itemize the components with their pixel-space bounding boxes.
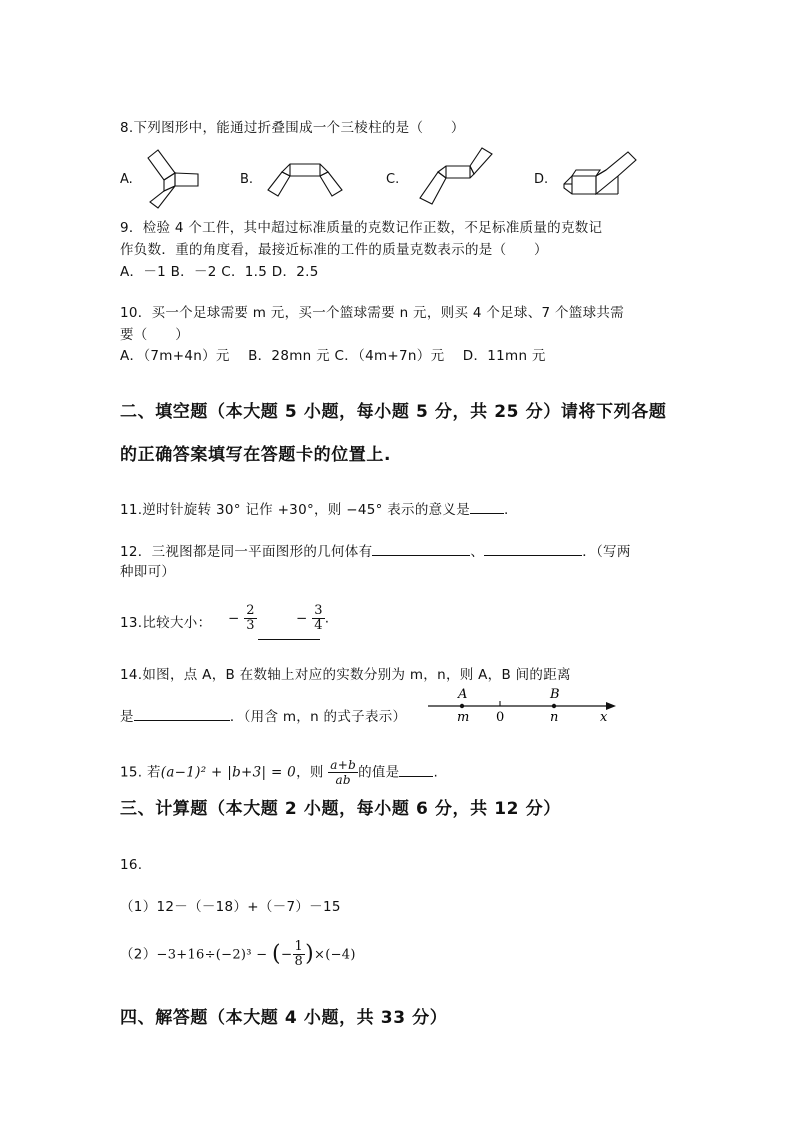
q8-figure-b: [262, 152, 348, 200]
q14-label-b: B: [550, 687, 560, 702]
q13-a-den: 3: [246, 618, 255, 633]
q12-answer-blank-1[interactable]: [372, 541, 470, 556]
q12-answer-blank-2[interactable]: [484, 541, 582, 556]
q8-text: 8.下列图形中，能通过折叠围成一个三棱柱的是（ ）: [120, 120, 465, 136]
q14-text-a: 是: [120, 709, 134, 725]
q15-end: .: [433, 764, 439, 781]
q12-line2: 种即可）: [120, 564, 176, 580]
q16-paren-close: ): [305, 941, 315, 967]
q11-text: 11.逆时针旋转 30° 记作 +30°，则 −45° 表示的意义是: [120, 502, 471, 518]
q15: [120, 758, 438, 787]
q9-line2: 作负数．重的角度看，最接近标准的工件的质量克数表示的是（ ）: [120, 242, 548, 258]
q11: [120, 499, 509, 519]
q14-label-n: n: [550, 710, 559, 725]
q11-answer-blank[interactable]: [470, 499, 504, 514]
q13-b-frac: [312, 604, 325, 633]
q9-options: A．－1 B．－2 C．1.5 D．2.5: [120, 264, 319, 280]
q16-part2-frac-num: 1: [294, 939, 304, 954]
q14-point-a: [460, 704, 464, 708]
q13-end: .: [324, 610, 330, 627]
q14-label-m: m: [457, 710, 470, 725]
q10-options: A．（7m+4n）元 B．28mn 元 C．（4m+7n）元 D．11mn 元: [120, 348, 546, 364]
q14-line1: 14.如图，点 A，B 在数轴上对应的实数分别为 m，n，则 A，B 间的距离: [120, 667, 571, 683]
q15-mid: ，则: [296, 764, 324, 781]
q16-part1: （1）12－（－18）+（－7）－15: [120, 899, 341, 915]
q15-suffix: 的值是: [358, 764, 400, 781]
q8-option-a-label: A.: [120, 172, 133, 187]
q16-part2-frac-sign: −: [280, 946, 293, 963]
q14-line2: [120, 706, 406, 726]
q15-frac-den: ab: [335, 773, 351, 787]
q10-line2: 要（ ）: [120, 327, 189, 343]
q14-answer-blank[interactable]: [134, 706, 230, 721]
section2-heading-line2: 的正确答案填写在答题卡的位置上.: [120, 445, 392, 465]
q14-label-x: x: [600, 710, 608, 725]
q15-expression: (a−1)² + |b+3| = 0: [160, 764, 297, 781]
q13-b-sign: −: [296, 610, 308, 627]
q12-line1: [120, 541, 631, 561]
q12-tail: ．（写两: [582, 544, 631, 560]
q15-frac: [328, 758, 358, 787]
q13-b-den: 4: [314, 618, 323, 633]
q12-sep: 、: [470, 544, 485, 560]
q8-figure-c: [410, 146, 496, 208]
q13-b-num: 3: [314, 603, 323, 618]
section3-heading: 三、计算题（本大题 2 小题，每小题 6 分，共 12 分）: [120, 799, 561, 819]
q16-paren-open: (: [272, 941, 281, 967]
q13-prefix: 13.比较大小：: [120, 615, 212, 631]
q9-line1: 9．检验 4 个工件，其中超过标准质量的克数记作正数，不足标准质量的克数记: [120, 220, 603, 236]
q8-figure-d: [556, 150, 646, 200]
q10-line1: 10．买一个足球需要 m 元，买一个篮球需要 n 元，则买 4 个足球、7 个篮球共需: [120, 305, 625, 321]
q16-part2-label: （2）: [120, 946, 157, 963]
q8-option-d-label: D.: [534, 172, 549, 187]
q16-part2-frac: [293, 940, 306, 969]
q14-number-line: [424, 684, 620, 726]
q14-text-b: ．（用含 m，n 的式子表示）: [229, 709, 407, 725]
section2-heading-line1: 二、填空题（本大题 5 小题，每小题 5 分，共 25 分）请将下列各题: [120, 402, 667, 422]
q8-figure-a: [140, 146, 205, 210]
q15-answer-blank[interactable]: [399, 762, 433, 777]
q14-label-zero: 0: [496, 710, 505, 725]
q13-answer-blank[interactable]: [258, 639, 320, 640]
q13-fraction-b: [296, 604, 329, 633]
q13-a-sign: −: [228, 610, 240, 627]
q15-frac-num: a+b: [330, 758, 357, 772]
q13-a-frac: [244, 604, 257, 633]
q15-prefix: 15. 若: [120, 764, 161, 781]
q14-label-a: A: [458, 687, 468, 702]
section4-heading: 四、解答题（本大题 4 小题，共 33 分）: [120, 1008, 448, 1028]
q13-fraction-a: [228, 604, 257, 633]
q16-part2-expr-b: ×(−4): [314, 947, 356, 963]
q16-part2-frac-den: 8: [294, 954, 304, 969]
q8-option-b-label: B.: [240, 172, 254, 187]
q16-part2: [120, 940, 356, 969]
q14-point-b: [552, 704, 556, 708]
q11-end: .: [504, 502, 509, 518]
q8-option-c-label: C.: [386, 172, 400, 187]
q16-part2-expr-a: −3+16÷(−2)³ −: [156, 947, 268, 963]
q12-text: 12．三视图都是同一平面图形的几何体有: [120, 544, 373, 560]
q16-label: 16.: [120, 857, 143, 873]
q13-a-num: 2: [246, 603, 255, 618]
